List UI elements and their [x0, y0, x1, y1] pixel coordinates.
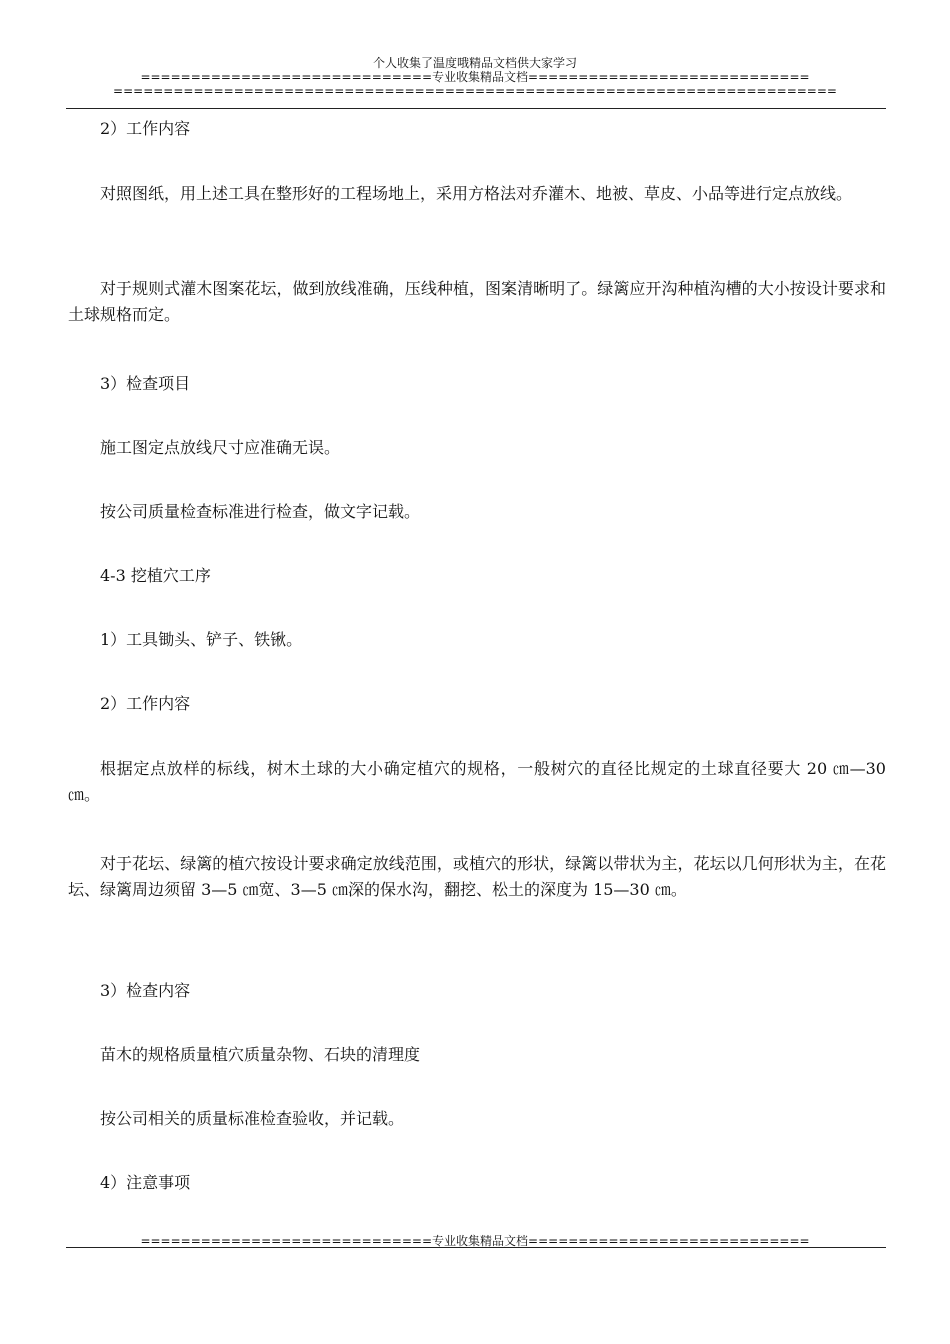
paragraph: 根据定点放样的标线，树木土球的大小确定植穴的规格，一般树穴的直径比规定的土球直径要大 20 ㎝—30 ㎝。	[68, 759, 886, 804]
paragraph: 苗木的规格质量植穴质量杂物、石块的清理度	[100, 1045, 421, 1064]
paragraph: 按公司相关的质量标准检查验收，并记载。	[100, 1109, 405, 1128]
paragraph: 对照图纸，用上述工具在整形好的工程场地上，采用方格法对乔灌木、地被、草皮、小品等进行定点放线。	[100, 184, 853, 203]
paragraph: 4）注意事项	[100, 1173, 191, 1192]
header-title: 个人收集了温度哦精品文档供大家学习	[372, 56, 577, 70]
paragraph: 1）工具锄头、铲子、铁锹。	[100, 630, 303, 649]
header-rule	[66, 108, 886, 109]
header-divider-text: =============================专业收集精品文档============================	[140, 70, 810, 84]
footer-divider-text: =============================专业收集精品文档============================	[140, 1234, 810, 1248]
paragraph: 对于规则式灌木图案花坛，做到放线准确，压线种植，图案清晰明了。绿篱应开沟种植沟槽的大小按设计要求和土球规格而定。	[68, 279, 886, 324]
paragraph: 3）检查项目	[100, 374, 191, 393]
paragraph: 4-3 挖植穴工序	[100, 566, 211, 585]
paragraph: 2）工作内容	[100, 694, 191, 713]
paragraph: 施工图定点放线尺寸应准确无误。	[100, 438, 341, 457]
footer-rule	[66, 1247, 886, 1248]
paragraph: 2）工作内容	[100, 119, 191, 138]
paragraph: 对于花坛、绿篱的植穴按设计要求确定放线范围，或植穴的形状，绿篱以带状为主，花坛以几何形状为主，在花坛、绿篱周边须留 3—5 ㎝宽、3—5 ㎝深的保水沟，翻挖、松土的深度为 15—30 ㎝。	[68, 854, 886, 899]
paragraph: 按公司质量检查标准进行检查，做文字记载。	[100, 502, 421, 521]
page-header	[0, 56, 950, 98]
header-divider-line: ========================================================================	[113, 84, 837, 98]
paragraph: 3）检查内容	[100, 981, 191, 1000]
page-footer	[0, 1234, 950, 1248]
